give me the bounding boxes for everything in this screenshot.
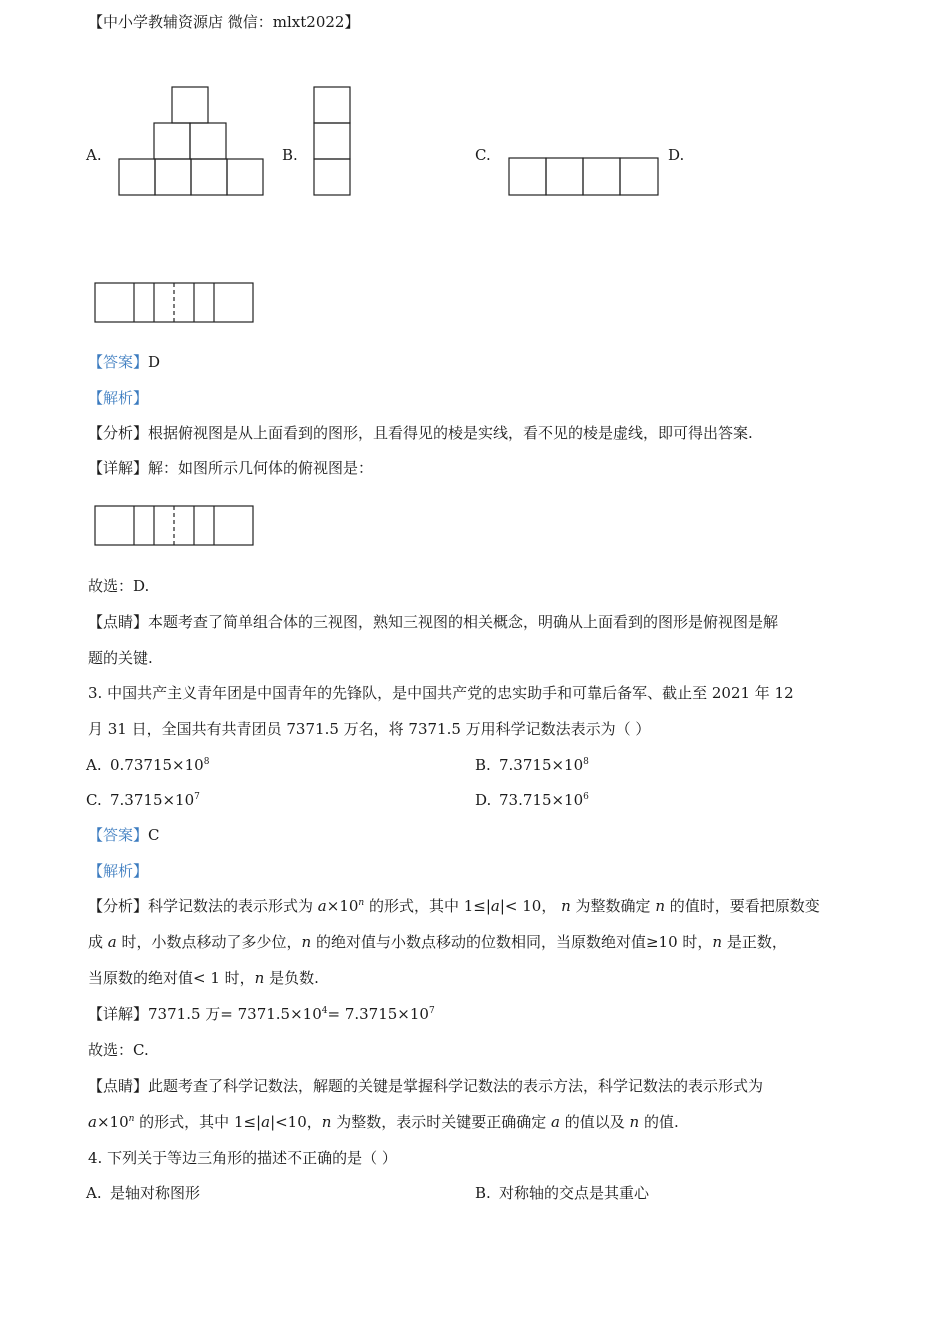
- option-label: B.: [475, 1184, 491, 1202]
- dianjing-text: 本题考查了简单组合体的三视图，熟知三视图的相关概念，明确从上面看到的图形是俯视图是解: [148, 613, 779, 631]
- q2-fenxi: [88, 423, 753, 443]
- math-var: a: [317, 897, 327, 915]
- math-var: n: [712, 933, 723, 951]
- q2-dianjing-line2: 题的关键.: [88, 649, 153, 667]
- option-a-label: A.: [86, 146, 102, 164]
- text-run: 当原数的绝对值< 1 时，: [88, 969, 255, 987]
- text-run: 的形式，其中 1≤|: [134, 1113, 262, 1131]
- math-var: n: [561, 897, 571, 915]
- answer-tag: 【答案】: [88, 826, 149, 844]
- math-var: a: [261, 1113, 271, 1131]
- option-label: C.: [86, 791, 102, 809]
- option-value: 0.73715×10: [110, 756, 204, 774]
- text-run: 是负数.: [264, 969, 319, 987]
- q3-option-d: [475, 790, 589, 810]
- q3-guxuan: 故选：C.: [88, 1041, 149, 1059]
- text-run: |<10，: [270, 1113, 322, 1131]
- math-var: n: [321, 1113, 332, 1131]
- text-run: 的值时，要看把原数变: [665, 897, 820, 915]
- q2-analysis-tag: 【解析】: [88, 389, 149, 407]
- option-text: 是轴对称图形: [110, 1184, 201, 1202]
- page-header: 【中小学教辅资源店 微信：mlxt2022】: [88, 13, 360, 31]
- math-var: n: [301, 933, 312, 951]
- math-var: a: [88, 1113, 97, 1131]
- q2-answer: [88, 352, 160, 372]
- q3-answer: [88, 825, 160, 845]
- answer-tag: 【答案】: [88, 353, 149, 371]
- option-exponent: 8: [203, 757, 210, 767]
- option-d-figure: [94, 282, 254, 323]
- answer-value: C: [148, 826, 160, 844]
- math-var: n: [358, 898, 365, 908]
- text-run: 时，小数点移动了多少位，: [116, 933, 302, 951]
- math-var: n: [128, 1114, 135, 1124]
- q2-guxuan: 故选：D.: [88, 577, 150, 595]
- math-var: a: [107, 933, 117, 951]
- text-run: ×10: [326, 897, 359, 915]
- text-run: 的形式，其中 1≤|: [364, 897, 491, 915]
- q3-option-b: [475, 755, 589, 775]
- option-value: 7.3715×10: [110, 791, 195, 809]
- math-exponent: 7: [428, 1006, 435, 1016]
- option-label: B.: [475, 756, 491, 774]
- q3-dianjing-line2: [88, 1112, 679, 1132]
- text-run: 是正数，: [722, 933, 787, 951]
- fenxi-text: 根据俯视图是从上面看到的图形，且看得见的棱是实线，看不见的棱是虚线，即可得出答案.: [148, 424, 753, 442]
- text-run: 7371.5 万= 7371.5×10: [148, 1005, 322, 1023]
- math-var: a: [551, 1113, 560, 1131]
- answer-value: D: [148, 353, 161, 371]
- q3-option-c: [86, 790, 200, 810]
- option-exponent: 7: [194, 792, 200, 802]
- option-label: D.: [475, 791, 492, 809]
- q3-xiangjie: [88, 1004, 435, 1024]
- text-run: = 7.3715×10: [327, 1005, 429, 1023]
- q3-option-a: [86, 755, 209, 775]
- option-label: A.: [86, 756, 102, 774]
- text-run: 的绝对值与小数点移动的位数相同，当原数绝对值≥10 时，: [311, 933, 713, 951]
- text-run: 为整数，表示时关键要正确确定: [331, 1113, 551, 1131]
- solution-figure: [94, 505, 254, 546]
- text-run: 为整数确定: [570, 897, 656, 915]
- math-var: a: [490, 897, 500, 915]
- q3-fenxi-line2: [88, 932, 787, 952]
- text-run: 的值以及: [559, 1113, 630, 1131]
- q3-fenxi-line1: [88, 896, 820, 916]
- q3-stem-line1: 3. 中国共产主义青年团是中国青年的先锋队，是中国共产党的忠实助手和可靠后备军、截止至 2021 年 12: [88, 684, 794, 702]
- dianjing-tag: 【点睛】: [88, 613, 149, 631]
- option-text: 对称轴的交点是其重心: [499, 1184, 650, 1202]
- math-var: n: [655, 897, 665, 915]
- q3-dianjing-line1: [88, 1076, 763, 1096]
- q3-fenxi-line3: [88, 968, 319, 988]
- option-value: 73.715×10: [499, 791, 584, 809]
- q4-stem: 4. 下列关于等边三角形的描述不正确的是（ ）: [88, 1149, 397, 1167]
- option-b-label: B.: [282, 146, 298, 164]
- option-exponent: 8: [583, 757, 589, 767]
- dianjing-tag: 【点睛】: [88, 1077, 149, 1095]
- option-c-label: C.: [475, 146, 491, 164]
- math-exponent: 4: [321, 1006, 328, 1016]
- xiangjie-tag: 【详解】: [88, 459, 149, 477]
- text-run: ×10: [96, 1113, 129, 1131]
- q2-xiangjie: [88, 458, 373, 478]
- xiangjie-text: 解：如图所示几何体的俯视图是：: [148, 459, 374, 477]
- text-run: 此题考查了科学记数法，解题的关键是掌握科学记数法的表示方法，科学记数法的表示形式为: [148, 1077, 764, 1095]
- text-run: 的值.: [639, 1113, 679, 1131]
- q2-dianjing-line1: [88, 612, 778, 632]
- option-value: 7.3715×10: [499, 756, 584, 774]
- text-run: 科学记数法的表示形式为: [148, 897, 318, 915]
- xiangjie-tag: 【详解】: [88, 1005, 149, 1023]
- q3-stem-line2: 月 31 日，全国共有共青团员 7371.5 万名，将 7371.5 万用科学记数法表示为（ ）: [88, 720, 651, 738]
- fenxi-tag: 【分析】: [88, 424, 149, 442]
- q4-option-a: [86, 1183, 200, 1203]
- q3-analysis-tag: 【解析】: [88, 862, 149, 880]
- option-exponent: 6: [583, 792, 589, 802]
- math-var: n: [629, 1113, 640, 1131]
- q4-option-b: [475, 1183, 649, 1203]
- option-b-figure: [313, 86, 351, 196]
- text-run: 成: [88, 933, 108, 951]
- text-run: |< 10，: [499, 897, 562, 915]
- fenxi-tag: 【分析】: [88, 897, 149, 915]
- option-label: A.: [86, 1184, 102, 1202]
- option-c-figure: [508, 157, 660, 196]
- option-d-label: D.: [668, 146, 685, 164]
- math-var: n: [254, 969, 265, 987]
- option-a-figure: [118, 86, 264, 196]
